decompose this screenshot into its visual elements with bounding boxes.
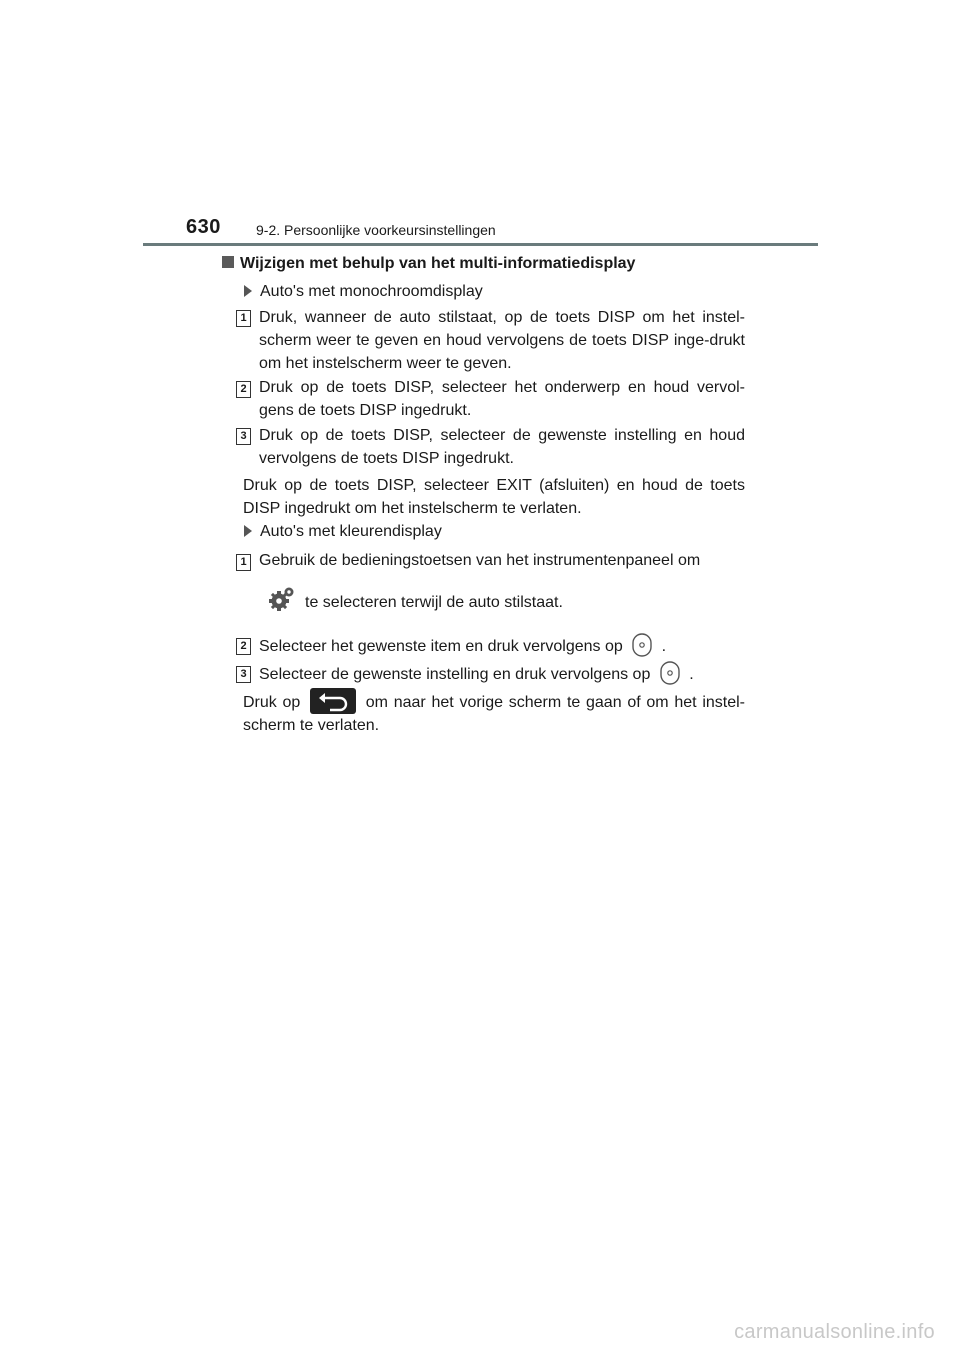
heading-text: Wijzigen met behulp van het multi-informatiedisplay — [240, 255, 636, 272]
settings-gear-icon — [268, 586, 296, 612]
watermark: carmanualsonline.info — [734, 1321, 935, 1343]
color-step-text-1b: te selecteren terwijl de auto stilstaat. — [305, 594, 563, 611]
subheading-text: Auto's met monochroomdisplay — [260, 283, 483, 300]
color-step-number-2: 2 — [236, 638, 251, 655]
ok-button-icon — [631, 633, 653, 657]
back-button-icon — [310, 688, 356, 714]
subheading-color — [244, 523, 442, 541]
step-number-3: 3 — [236, 428, 251, 445]
subheading-text: Auto's met kleurendisplay — [260, 523, 442, 540]
section-heading — [222, 255, 635, 273]
subheading-mono — [244, 283, 483, 301]
color-step-text-2a: Selecteer het gewenste item en druk vervolgens op — [259, 638, 623, 655]
color-step-number-3: 3 — [236, 666, 251, 683]
color-step-text-2b: . — [661, 638, 667, 655]
triangle-bullet-icon — [244, 525, 252, 537]
color-step-text-2 — [259, 633, 745, 658]
back-note — [243, 688, 745, 737]
step-number-1: 1 — [236, 310, 251, 327]
header-rule — [143, 243, 818, 246]
step-text-3: Druk op de toets DISP, selecteer de gewenste instelling en houd vervolgens de toets DISP ingedrukt. — [259, 427, 745, 467]
color-step-text-3b: . — [689, 666, 694, 683]
step-text-2: Druk op de toets DISP, selecteer het onderwerp en houd vervol-gens de toets DISP ingedrukt. — [259, 379, 745, 419]
color-step-text-1a: Gebruik de bedieningstoetsen van het instrumentenpaneel om — [259, 552, 701, 569]
back-note-text-b: om naar het vorige scherm te gaan of om het instel-scherm te verlaten. — [243, 694, 745, 734]
back-note-text-a: Druk op — [243, 694, 301, 711]
section-title: 9-2. Persoonlijke voorkeursinstellingen — [256, 222, 496, 238]
triangle-bullet-icon — [244, 285, 252, 297]
color-step-text-3 — [259, 661, 745, 686]
step-text-1: Druk, wanneer de auto stilstaat, op de toets DISP om het instel-scherm weer te geven en houd vervolgens de toets DISP inge-drukt om het instelscherm weer te geven. — [259, 309, 745, 372]
step-number-2: 2 — [236, 381, 251, 398]
page-number: 630 — [186, 216, 221, 238]
color-step-number-1: 1 — [236, 554, 251, 571]
ok-button-icon — [659, 661, 681, 685]
exit-note: Druk op de toets DISP, selecteer EXIT (afsluiten) en houd de toets DISP ingedrukt om het instelscherm te verlaten. — [243, 477, 745, 517]
heading-square-icon — [222, 256, 234, 268]
color-step-text-3a: Selecteer de gewenste instelling en druk vervolgens op — [259, 666, 651, 683]
